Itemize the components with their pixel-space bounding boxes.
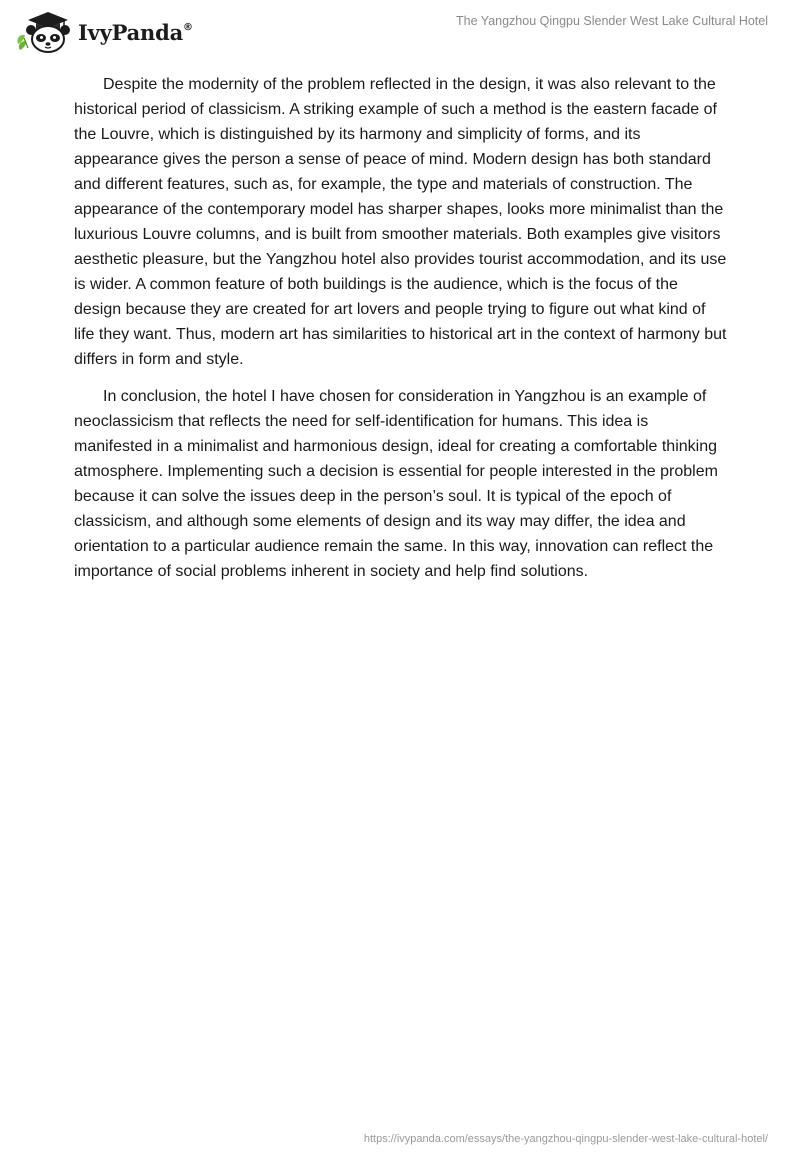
source-url[interactable]: https://ivypanda.com/essays/the-yangzhou-qingpu-slender-west-lake-cultural-hotel/ <box>363 1133 768 1145</box>
page-header <box>0 0 800 60</box>
paragraph: Despite the modernity of the problem reflected in the design, it was also relevant to the historical period of classicism. A striking example of such a method is the eastern facade of the Louvre, which is distinguished by its harmony and simplicity of forms, and its appearance gives the person a sense of peace of mind. Modern design has both standard and different features, such as, for example, the type and materials of construction. The appearance of the contemporary model has sharper shapes, looks more minimalist than the luxurious Louvre columns, and is built from smoother materials. Both examples give visitors aesthetic pleasure, but the Yangzhou hotel also provides tourist accommodation, and its use is wider. A common feature of both buildings is the audience, which is the focus of the design because they are created for art lovers and people trying to figure out what kind of life they want. Thus, modern art has similarities to historical art in the context of harmony but differs in form and style. <box>74 76 727 368</box>
panda-mascot-icon <box>14 8 76 54</box>
brand-name <box>78 19 193 45</box>
brand-logo[interactable] <box>14 8 193 54</box>
registered-mark: ® <box>183 21 193 33</box>
document-title: The Yangzhou Qingpu Slender West Lake Cultural Hotel <box>456 14 768 28</box>
paragraph: In conclusion, the hotel I have chosen for consideration in Yangzhou is an example of neoclassicism that reflects the need for self-identification for humans. This idea is manifested in a minimalist and harmonious design, ideal for creating a comfortable thinking atmosphere. Implementing such a decision is essential for people interested in the problem because it can solve the issues deep in the person’s soul. It is typical of the epoch of classicism, and although some elements of design and its way may differ, the idea and orientation to a particular audience remain the same. In this way, innovation can reflect the importance of social problems inherent in society and help find solutions. <box>74 388 718 580</box>
brand-name-text: IvyPanda <box>78 19 184 45</box>
essay-body <box>74 72 729 596</box>
